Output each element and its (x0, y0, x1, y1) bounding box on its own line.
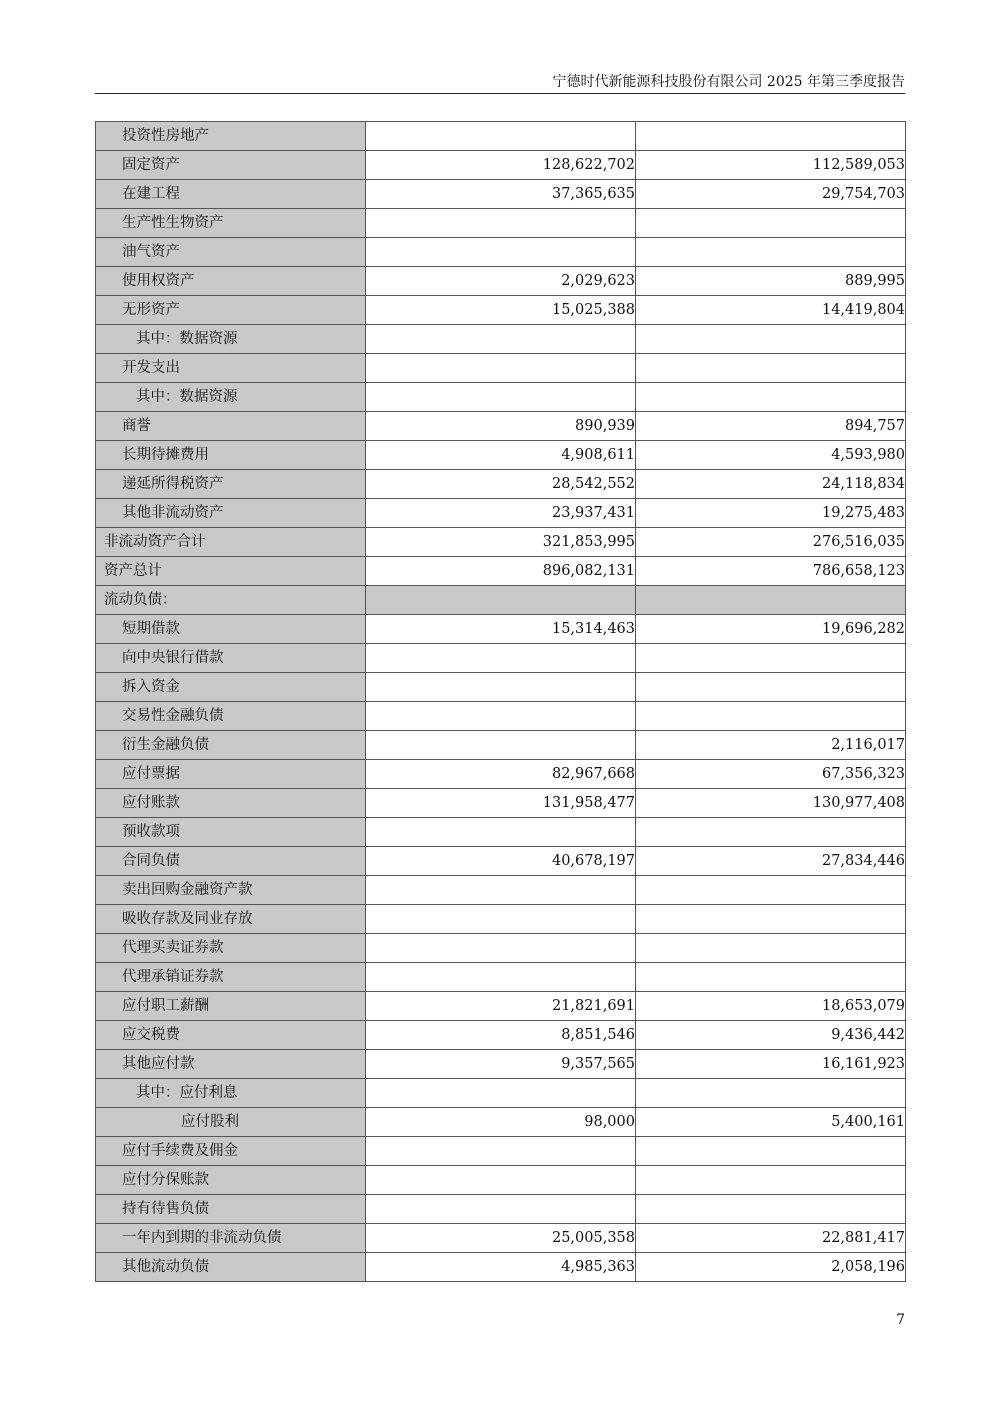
current-period-value: 15,314,463 (366, 615, 636, 644)
prior-period-value (636, 905, 906, 934)
row-label: 一年内到期的非流动负债 (96, 1224, 366, 1253)
table-row (96, 615, 906, 644)
row-label: 应付账款 (96, 789, 366, 818)
current-period-value (366, 586, 636, 615)
current-period-value: 321,853,995 (366, 528, 636, 557)
page-number: 7 (896, 1312, 905, 1328)
prior-period-value (636, 325, 906, 354)
table-row (96, 412, 906, 441)
row-label: 非流动资产合计 (96, 528, 366, 557)
row-label: 应交税费 (96, 1021, 366, 1050)
balance-sheet-body (96, 122, 906, 1282)
current-period-value (366, 934, 636, 963)
current-period-value: 40,678,197 (366, 847, 636, 876)
table-row (96, 731, 906, 760)
current-period-value: 4,908,611 (366, 441, 636, 470)
table-row (96, 1166, 906, 1195)
prior-period-value (636, 644, 906, 673)
current-period-value: 23,937,431 (366, 499, 636, 528)
table-row (96, 296, 906, 325)
prior-period-value (636, 209, 906, 238)
prior-period-value (636, 586, 906, 615)
current-period-value (366, 122, 636, 151)
table-row (96, 760, 906, 789)
prior-period-value: 27,834,446 (636, 847, 906, 876)
table-row (96, 673, 906, 702)
row-label: 使用权资产 (96, 267, 366, 296)
prior-period-value (636, 1166, 906, 1195)
prior-period-value (636, 383, 906, 412)
row-label: 生产性生物资产 (96, 209, 366, 238)
current-period-value: 896,082,131 (366, 557, 636, 586)
current-period-value (366, 673, 636, 702)
current-period-value: 82,967,668 (366, 760, 636, 789)
row-label: 无形资产 (96, 296, 366, 325)
prior-period-value: 9,436,442 (636, 1021, 906, 1050)
prior-period-value: 22,881,417 (636, 1224, 906, 1253)
row-label: 资产总计 (96, 557, 366, 586)
row-label: 持有待售负债 (96, 1195, 366, 1224)
current-period-value (366, 1195, 636, 1224)
row-label: 应付票据 (96, 760, 366, 789)
row-label: 其他应付款 (96, 1050, 366, 1079)
row-label: 油气资产 (96, 238, 366, 267)
table-row (96, 1021, 906, 1050)
prior-period-value: 29,754,703 (636, 180, 906, 209)
table-row (96, 876, 906, 905)
table-row (96, 354, 906, 383)
current-period-value: 9,357,565 (366, 1050, 636, 1079)
prior-period-value: 2,058,196 (636, 1253, 906, 1282)
row-label: 长期待摊费用 (96, 441, 366, 470)
table-row (96, 934, 906, 963)
row-label: 其他非流动资产 (96, 499, 366, 528)
table-row (96, 557, 906, 586)
current-period-value: 131,958,477 (366, 789, 636, 818)
current-period-value: 15,025,388 (366, 296, 636, 325)
row-label: 流动负债： (96, 586, 366, 615)
current-period-value (366, 209, 636, 238)
prior-period-value: 67,356,323 (636, 760, 906, 789)
prior-period-value: 18,653,079 (636, 992, 906, 1021)
prior-period-value: 16,161,923 (636, 1050, 906, 1079)
table-row (96, 644, 906, 673)
prior-period-value (636, 122, 906, 151)
table-section-row (96, 586, 906, 615)
row-label: 商誉 (96, 412, 366, 441)
current-period-value: 8,851,546 (366, 1021, 636, 1050)
prior-period-value (636, 238, 906, 267)
row-label: 其中：数据资源 (96, 325, 366, 354)
table-row (96, 1253, 906, 1282)
row-label: 应付股利 (96, 1108, 366, 1137)
prior-period-value: 2,116,017 (636, 731, 906, 760)
table-row (96, 1195, 906, 1224)
table-row (96, 1050, 906, 1079)
current-period-value (366, 238, 636, 267)
row-label: 其中：应付利息 (96, 1079, 366, 1108)
prior-period-value: 276,516,035 (636, 528, 906, 557)
prior-period-value: 112,589,053 (636, 151, 906, 180)
prior-period-value (636, 818, 906, 847)
current-period-value (366, 963, 636, 992)
table-row (96, 963, 906, 992)
table-row (96, 818, 906, 847)
table-row (96, 847, 906, 876)
current-period-value (366, 325, 636, 354)
table-row (96, 441, 906, 470)
row-label: 拆入资金 (96, 673, 366, 702)
prior-period-value: 24,118,834 (636, 470, 906, 499)
table-row (96, 383, 906, 412)
current-period-value: 128,622,702 (366, 151, 636, 180)
row-label: 递延所得税资产 (96, 470, 366, 499)
header-divider (95, 93, 905, 94)
table-row (96, 789, 906, 818)
table-row (96, 905, 906, 934)
table-row (96, 702, 906, 731)
row-label: 在建工程 (96, 180, 366, 209)
table-row (96, 325, 906, 354)
table-row (96, 267, 906, 296)
current-period-value (366, 1137, 636, 1166)
current-period-value (366, 876, 636, 905)
prior-period-value (636, 673, 906, 702)
table-row (96, 470, 906, 499)
row-label: 开发支出 (96, 354, 366, 383)
table-row (96, 1079, 906, 1108)
row-label: 应付手续费及佣金 (96, 1137, 366, 1166)
table-row (96, 238, 906, 267)
prior-period-value (636, 1079, 906, 1108)
row-label: 向中央银行借款 (96, 644, 366, 673)
table-row (96, 180, 906, 209)
row-label: 衍生金融负债 (96, 731, 366, 760)
current-period-value (366, 644, 636, 673)
prior-period-value (636, 1195, 906, 1224)
table-row (96, 499, 906, 528)
row-label: 投资性房地产 (96, 122, 366, 151)
table-row (96, 992, 906, 1021)
table-row (96, 209, 906, 238)
row-label: 卖出回购金融资产款 (96, 876, 366, 905)
row-label: 代理买卖证券款 (96, 934, 366, 963)
table-row (96, 1108, 906, 1137)
prior-period-value: 894,757 (636, 412, 906, 441)
current-period-value (366, 818, 636, 847)
current-period-value: 25,005,358 (366, 1224, 636, 1253)
current-period-value: 890,939 (366, 412, 636, 441)
prior-period-value (636, 963, 906, 992)
table-row (96, 122, 906, 151)
current-period-value (366, 383, 636, 412)
prior-period-value: 5,400,161 (636, 1108, 906, 1137)
prior-period-value (636, 1137, 906, 1166)
table-row (96, 1137, 906, 1166)
current-period-value: 21,821,691 (366, 992, 636, 1021)
prior-period-value: 4,593,980 (636, 441, 906, 470)
row-label: 应付分保账款 (96, 1166, 366, 1195)
current-period-value (366, 702, 636, 731)
prior-period-value: 19,275,483 (636, 499, 906, 528)
current-period-value: 2,029,623 (366, 267, 636, 296)
balance-sheet-table (95, 121, 906, 1282)
current-period-value (366, 731, 636, 760)
table-row (96, 1224, 906, 1253)
current-period-value: 28,542,552 (366, 470, 636, 499)
row-label: 其中：数据资源 (96, 383, 366, 412)
row-label: 短期借款 (96, 615, 366, 644)
row-label: 代理承销证券款 (96, 963, 366, 992)
prior-period-value: 19,696,282 (636, 615, 906, 644)
current-period-value: 4,985,363 (366, 1253, 636, 1282)
table-row (96, 151, 906, 180)
report-header-title: 宁德时代新能源科技股份有限公司 2025 年第三季度报告 (552, 74, 905, 90)
prior-period-value (636, 876, 906, 905)
prior-period-value: 130,977,408 (636, 789, 906, 818)
current-period-value: 98,000 (366, 1108, 636, 1137)
row-label: 交易性金融负债 (96, 702, 366, 731)
current-period-value (366, 354, 636, 383)
row-label: 合同负债 (96, 847, 366, 876)
prior-period-value: 889,995 (636, 267, 906, 296)
row-label: 预收款项 (96, 818, 366, 847)
row-label: 固定资产 (96, 151, 366, 180)
current-period-value (366, 1166, 636, 1195)
prior-period-value (636, 702, 906, 731)
row-label: 吸收存款及同业存放 (96, 905, 366, 934)
current-period-value: 37,365,635 (366, 180, 636, 209)
current-period-value (366, 905, 636, 934)
prior-period-value (636, 934, 906, 963)
prior-period-value: 786,658,123 (636, 557, 906, 586)
current-period-value (366, 1079, 636, 1108)
row-label: 应付职工薪酬 (96, 992, 366, 1021)
prior-period-value: 14,419,804 (636, 296, 906, 325)
table-row (96, 528, 906, 557)
row-label: 其他流动负债 (96, 1253, 366, 1282)
prior-period-value (636, 354, 906, 383)
